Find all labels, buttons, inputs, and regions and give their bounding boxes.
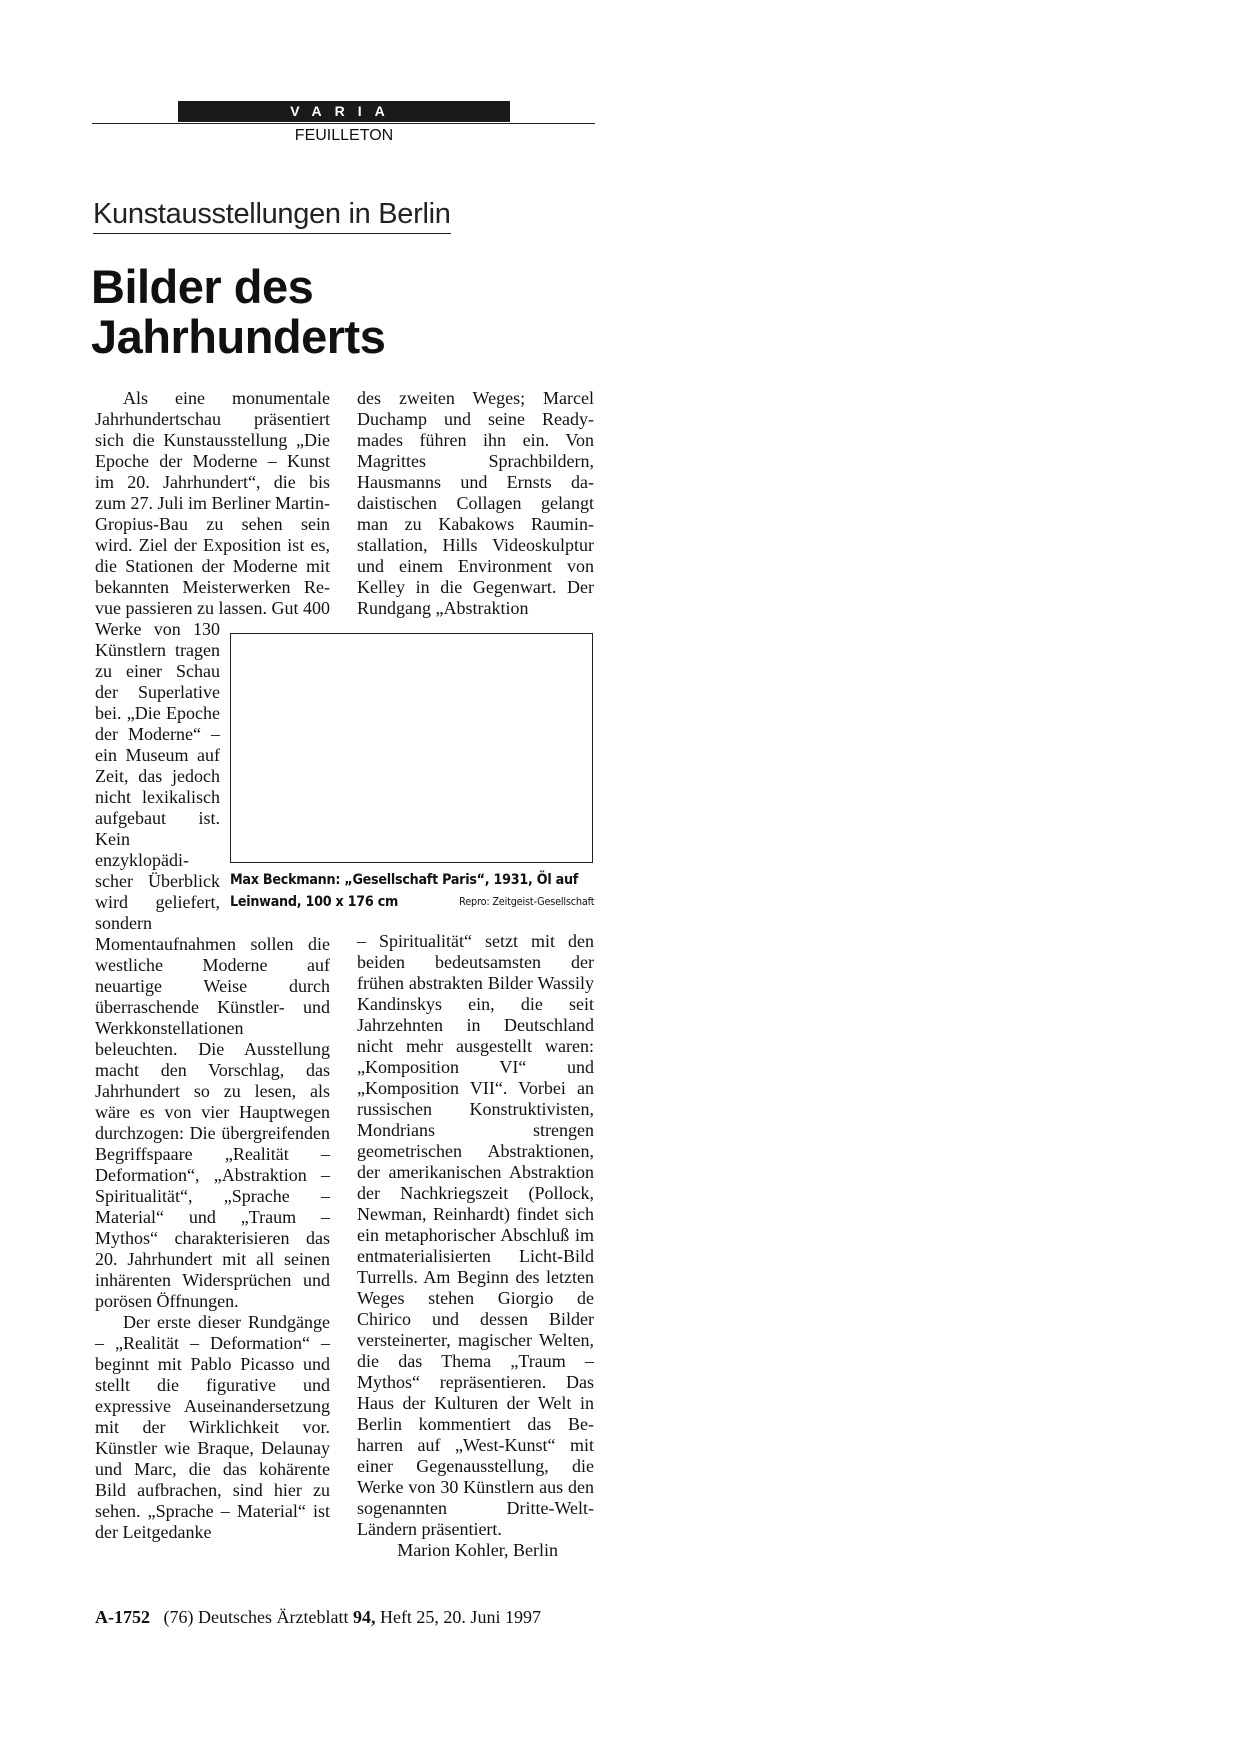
paragraph-4: – Spiritualität“ setzt mit den beiden bedeutsamsten der frühen abstrakten Bilder Wassily Kandinskys ein, die seit Jahrzehnten in Deutschland nicht mehr ausgestellt waren: „Komposition VI“ und „Komposition VII“. Vorbei an russischen Konstruktivisten, Mondrians strengen geometrischen Abstraktionen, der amerikanischen Abstraktion der Nachkriegszeit (Pollock, Newman, Reinhardt) findet sich ein metaphorischer Abschluß im entmaterialisierten Licht-Bild Turrells. Am Beginn des letzten Weges stehen Giorgio de Chirico und dessen Bilder versteinerter, magischer Welten, die das Thema „Traum – Mythos“ repräsentieren. Das Haus der Kulturen der Welt in Berlin kommentiert das Beharren auf „West-Kunst“ mit einer Gegenausstellung, die Werke von 30 Künstlern aus den sogenannten Dritte-Welt-Ländern präsentiert. bbox=[357, 931, 594, 1539]
article-kicker: Kunstausstellungen in Berlin bbox=[93, 198, 451, 234]
journal-name: Deutsches Ärzteblatt bbox=[198, 1607, 349, 1627]
journal-volume: 94, bbox=[352, 1607, 376, 1627]
paragraph-2: Der erste dieser Rundgänge – „Realität – Deformation“ – beginnt mit Pablo Picasso und stellt die figurative und expressive Auseinandersetzung mit der Wirklichkeit vor. Künstler wie Braque, Delaunay und Marc, die das kohärente Bild aufbrachen, sind hier zu sehen. „Sprache – Material“ ist der Leitgedanke bbox=[95, 1312, 330, 1542]
header-rule bbox=[92, 123, 595, 124]
figure-caption bbox=[230, 869, 594, 913]
painting-image bbox=[230, 633, 593, 863]
page-code: A-1752 bbox=[95, 1607, 150, 1627]
subsection-label: FEUILLETON bbox=[294, 127, 394, 144]
article-column-left bbox=[95, 388, 330, 1543]
article-column-right-bottom bbox=[357, 931, 594, 1561]
image-credit: Repro: Zeitgeist-Gesellschaft bbox=[459, 895, 595, 908]
title-line-2: Jahrhunderts bbox=[91, 310, 386, 363]
journal-issue: Heft 25, 20. Juni 1997 bbox=[379, 1607, 541, 1627]
page-footer bbox=[95, 1607, 541, 1628]
author-line: Marion Kohler, Berlin bbox=[397, 1540, 558, 1560]
article-column-right-top bbox=[357, 388, 594, 619]
page-number: (76) bbox=[163, 1607, 194, 1627]
caption-text: Max Beckmann: „Gesellschaft Paris“, 1931, Öl auf Leinwand, 100 x 176 cm bbox=[230, 872, 579, 910]
paragraph-3: des zweiten Weges; Marcel Duchamp und seine Readymades führen ihn ein. Von Magrittes Sprachbildern, Hausmanns und Ernsts dadaistischen Collagen gelangt man zu Kabakows Rauminstallation, Hills Videoskulptur und einem Environment von Kelley in die Gegenwart. Der Rundgang „Abstraktion bbox=[357, 388, 594, 618]
article-title bbox=[91, 262, 611, 362]
section-label: VARIA bbox=[178, 101, 510, 122]
paragraph-1: Als eine monumentale Jahrhundertschau präsentiert sich die Kunstausstellung „Die Epoche der Moderne – Kunst im 20. Jahrhundert“, die bis zum 27. Juli im Berliner Martin-Gropius-Bau zu sehen sein wird. Ziel der Exposition ist es, die Stationen der Moderne mit bekannten Meisterwerken Revue passieren zu lassen. Gut 400 Werke von 130 Künstlern tragen zu einer Schau der Superlative bei. „Die Epoche der Moderne“ – ein Museum auf Zeit, das jedoch nicht lexikalisch aufgebaut ist. Kein enzyklopädischer Überblick wird geliefert, sondern Momentaufnahmen sollen die westliche Moderne auf neuartige Weise durch überraschende Künstler- und Werkkonstellationen beleuchten. Die Ausstellung macht den Vorschlag, das Jahrhundert so zu lesen, als wäre es von vier Hauptwegen durchzogen: Die übergreifenden Begriffspaare „Realität – Deformation“, „Abstraktion – Spiritualität“, „Sprache – Material“ und „Traum – Mythos“ charakterisieren das 20. Jahrhundert mit all seinen inhärenten Widersprüchen und porösen Öffnungen. bbox=[95, 388, 330, 1311]
title-line-1: Bilder des bbox=[91, 260, 314, 313]
